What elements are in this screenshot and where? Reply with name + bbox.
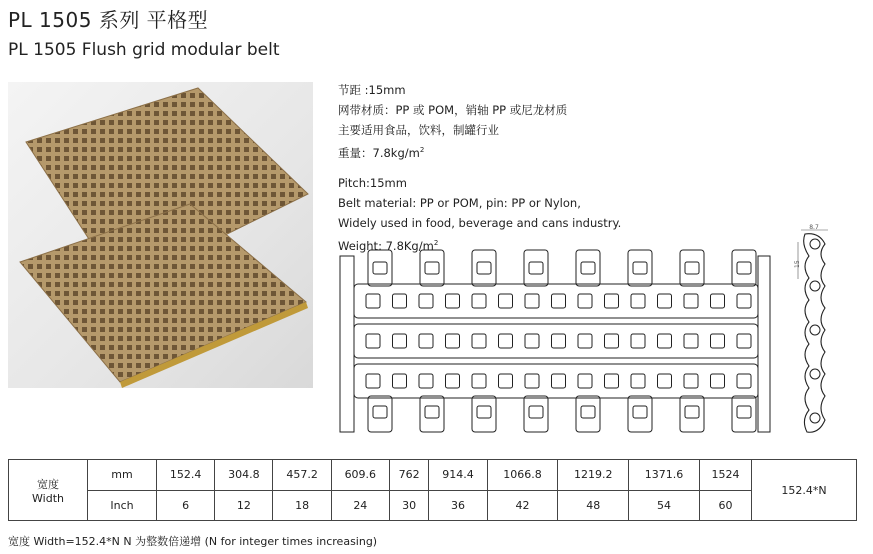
top-tooth [732, 250, 756, 286]
mm-cell: 1066.8 [487, 460, 558, 491]
grid-slot [552, 294, 566, 308]
inch-cell: 54 [629, 490, 700, 521]
width-formula: 152.4*N [752, 460, 857, 521]
belt-photo-illustration [8, 82, 313, 388]
top-tooth-slot [581, 262, 595, 274]
top-tooth-slot [477, 262, 491, 274]
grid-slot [393, 294, 407, 308]
title-chinese: PL 1505 系列 平格型 [8, 8, 209, 32]
grid-slot [419, 334, 433, 348]
grid-slot [446, 374, 460, 388]
top-tooth-slot [633, 262, 647, 274]
grid-slot [525, 374, 539, 388]
top-tooth [680, 250, 704, 286]
width-header-cn: 宽度 [37, 477, 59, 491]
top-tooth [628, 250, 652, 286]
mm-cell: 1371.6 [629, 460, 700, 491]
grid-slot [472, 334, 486, 348]
bottom-tooth-slot [581, 406, 595, 418]
spec-pitch-en: Pitch:15mm [338, 176, 407, 190]
dim-top-label: 8.7 [809, 224, 819, 231]
grid-slot [472, 294, 486, 308]
grid-slot [711, 294, 725, 308]
mm-cell: 762 [389, 460, 428, 491]
module-row [354, 324, 758, 358]
grid-slot [631, 374, 645, 388]
spec-usage-en: Widely used in food, beverage and cans industry. [338, 216, 622, 230]
grid-slot [605, 374, 619, 388]
inch-label: Inch [88, 490, 157, 521]
bottom-tooth-slot [373, 406, 387, 418]
bottom-tooth-slot [685, 406, 699, 418]
grid-slot [446, 294, 460, 308]
grid-slot [684, 294, 698, 308]
grid-slot [552, 374, 566, 388]
grid-slot [552, 334, 566, 348]
inch-cell: 24 [331, 490, 389, 521]
bottom-tooth-slot [529, 406, 543, 418]
grid-slot [499, 294, 513, 308]
mm-cell: 152.4 [157, 460, 215, 491]
bottom-tooth [472, 396, 496, 432]
specs-chinese [338, 80, 567, 163]
grid-slot [711, 334, 725, 348]
grid-slot [366, 374, 380, 388]
grid-slot [499, 334, 513, 348]
module-row [354, 364, 758, 398]
inch-cell: 36 [429, 490, 487, 521]
bottom-tooth-slot [737, 406, 751, 418]
bottom-tooth [680, 396, 704, 432]
mm-cell: 914.4 [429, 460, 487, 491]
top-tooth [524, 250, 548, 286]
grid-slot [658, 374, 672, 388]
inch-cell: 42 [487, 490, 558, 521]
grid-slot [578, 294, 592, 308]
spec-weight-cn: 重量：$7.8kg/m^2$ [338, 145, 425, 160]
grid-slot [393, 374, 407, 388]
grid-slot [605, 294, 619, 308]
top-tooth-slot [737, 262, 751, 274]
grid-slot [446, 334, 460, 348]
inch-cell: 30 [389, 490, 428, 521]
spec-usage-cn: 主要适用食品，饮料，制罐行业 [338, 123, 499, 137]
grid-slot [684, 374, 698, 388]
grid-slot [578, 334, 592, 348]
grid-slot [499, 374, 513, 388]
footer-note: 宽度 Width=152.4*N N 为整数倍递增 (N for integer times increasing) [8, 535, 378, 548]
grid-slot [366, 294, 380, 308]
grid-slot [658, 334, 672, 348]
grid-slot [658, 294, 672, 308]
mm-cell: 304.8 [215, 460, 273, 491]
mm-cell: 609.6 [331, 460, 389, 491]
top-tooth [420, 250, 444, 286]
table-row-inch [9, 490, 857, 521]
specs-english [338, 173, 621, 256]
grid-slot [366, 334, 380, 348]
side-profile [804, 234, 825, 433]
grid-slot [393, 334, 407, 348]
belt-top-view-drawing [336, 246, 774, 436]
inch-cell: 60 [699, 490, 751, 521]
grid-slot [684, 334, 698, 348]
mm-cell: 1219.2 [558, 460, 629, 491]
grid-slot [605, 334, 619, 348]
grid-slot [419, 374, 433, 388]
top-tooth-slot [685, 262, 699, 274]
grid-slot [419, 294, 433, 308]
top-tooth-slot [425, 262, 439, 274]
spec-weight-en: Weight: $7.8Kg/m^2$ [338, 238, 439, 253]
bottom-tooth [368, 396, 392, 432]
top-tooth [576, 250, 600, 286]
grid-slot [472, 374, 486, 388]
grid-slot [737, 374, 751, 388]
bottom-tooth-slot [633, 406, 647, 418]
bottom-tooth [524, 396, 548, 432]
grid-slot [737, 294, 751, 308]
grid-slot [578, 374, 592, 388]
inch-cell: 18 [273, 490, 331, 521]
dim-side-label: 15 [794, 260, 801, 268]
mm-cell: 1524 [699, 460, 751, 491]
module-row [354, 284, 758, 318]
bottom-tooth-slot [477, 406, 491, 418]
spec-material-cn: 网带材质：PP 或 POM，销轴 PP 或尼龙材质 [338, 103, 568, 117]
grid-slot [631, 294, 645, 308]
mm-label: mm [88, 460, 157, 491]
width-header-en: Width [32, 491, 64, 505]
inch-cell: 12 [215, 490, 273, 521]
title-english: PL 1505 Flush grid modular belt [8, 40, 280, 60]
top-tooth-slot [529, 262, 543, 274]
width-header-cell [9, 460, 88, 521]
grid-slot [525, 334, 539, 348]
width-table [8, 459, 857, 521]
inch-cell: 48 [558, 490, 629, 521]
bottom-tooth [628, 396, 652, 432]
grid-slot [631, 334, 645, 348]
bottom-tooth [732, 396, 756, 432]
top-tooth [368, 250, 392, 286]
bottom-tooth [576, 396, 600, 432]
mm-cell: 457.2 [273, 460, 331, 491]
spec-pitch-cn: 节距 :15mm [338, 83, 406, 97]
inch-cell: 6 [157, 490, 215, 521]
table-row-mm [9, 460, 857, 491]
right-edge [758, 256, 770, 432]
grid-slot [525, 294, 539, 308]
bottom-tooth-slot [425, 406, 439, 418]
product-photo [8, 82, 313, 388]
top-tooth [472, 250, 496, 286]
top-tooth-slot [373, 262, 387, 274]
belt-side-view-drawing [795, 224, 835, 439]
grid-slot [711, 374, 725, 388]
grid-slot [737, 334, 751, 348]
spec-material-en: Belt material: PP or POM, pin: PP or Nylon, [338, 196, 581, 210]
left-edge [340, 256, 354, 432]
bottom-tooth [420, 396, 444, 432]
